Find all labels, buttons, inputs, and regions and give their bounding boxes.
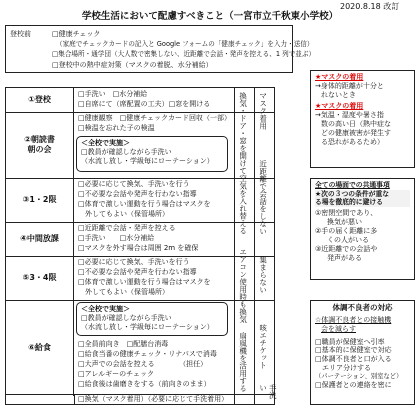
row-label-recess: ④中間放課 xyxy=(6,222,74,256)
common-item: ②手の届く距離に多 xyxy=(315,226,378,235)
school-wide-heading: ＜全校で実施＞ xyxy=(81,305,130,313)
common-subtitle: ★次の３つの条件が重な xyxy=(315,190,410,199)
row-text: □手洗い □水分補給 xyxy=(78,234,155,242)
sick-response-box xyxy=(310,300,415,405)
row-label-line: 朝の会 xyxy=(27,145,52,154)
mask-text: →身体的距離が十分と xyxy=(315,81,384,90)
sick-underline: 会を減らす xyxy=(321,324,356,333)
row-text: □自席にて（席配置の工夫）□窓を開ける xyxy=(78,100,211,108)
before-school-item: □登校中の熱中症対策（マスクの着脱、水分補給） xyxy=(52,61,213,69)
row-text: □給食当番の健康チェック・リナパスで消毒 xyxy=(78,350,217,358)
common-item: ③近距離での会話や xyxy=(315,244,378,253)
revision-date: 2020.8.18 改訂 xyxy=(340,2,400,11)
common-subtitle: る場を徹底的に避ける xyxy=(315,198,410,207)
row-text: □不必要な会話や発声を行わない指導 xyxy=(78,268,197,276)
mask-heading-1: ★マスクの着用 xyxy=(315,73,364,81)
sick-item: □保護者との連絡を密に xyxy=(315,381,392,390)
common-title: 全ての場面での共通事項 xyxy=(315,181,390,189)
vertical-label-ventilation: 換気・ドア・窓を開けて空気を入れ替える xyxy=(238,92,248,235)
sick-item: （パーテーション、別室など） xyxy=(315,373,403,381)
row-text: □手洗い □水分補給 xyxy=(78,90,148,98)
vertical-label-handwash: 手洗い xyxy=(258,384,278,399)
vertical-label-mask: マスク着用 xyxy=(258,92,268,130)
sick-item: □体調不良者と口が入る xyxy=(315,355,392,364)
schedule-table xyxy=(5,87,278,405)
row-text: □給食後は歯磨きをする（前向きのまま） xyxy=(78,380,211,388)
school-wide-box xyxy=(76,302,228,336)
vertical-label-no-gather: 集まらない xyxy=(258,256,268,294)
common-item: 換気が悪い xyxy=(327,218,362,227)
before-school-item: □集合場所・通学団（大人数で密集しない、近距離で会話・発声を控える、1 列で並ぶ） xyxy=(52,50,316,58)
school-wide-box xyxy=(76,136,228,172)
vertical-label-aircon: エアコン使用時も換気 xyxy=(238,248,248,323)
row-label-morning xyxy=(6,112,74,178)
mask-text: →気温・湿度や暑さ指 xyxy=(315,110,384,119)
school-wide-text: （水流し放し・学級毎にローテーション） xyxy=(81,156,214,165)
row-text: □体育で激しい運動を行う場合はマスクを xyxy=(78,200,211,208)
before-school-box xyxy=(5,25,316,73)
school-wide-text: □教員が確認しながら手洗い xyxy=(81,313,172,322)
sick-title: 体調不良者の対応 xyxy=(332,303,393,312)
vertical-label-no-talk: 近距離で会話をしない xyxy=(258,160,268,235)
row-text: □全員前向き □配膳台消毒 xyxy=(78,340,169,348)
row-text: □近距離で会話・発声を控える xyxy=(78,224,176,232)
sick-item: □基本的に保健室で対応 xyxy=(315,346,392,355)
mask-note-box xyxy=(310,70,415,168)
row-text: 外してもよい（保管場所） xyxy=(78,288,169,296)
row-text: 外してもよい（保管場所） xyxy=(78,210,169,218)
row-text: □マスクを外す場合は周囲 2m を確保 xyxy=(78,244,199,252)
mask-text: れないとき xyxy=(321,90,356,99)
sick-item: □職員が保健室へ引率 xyxy=(315,337,385,346)
school-wide-text: （水流し放し・学級毎にローテーション） xyxy=(81,322,214,331)
before-school-item: （家庭でチェックカードの記入と Google フォームの「健康チェック」を入力・送信） xyxy=(56,40,314,48)
page-title: 学校生活において配慮すべきこと（一宮市立千秋東小学校） xyxy=(81,11,339,22)
row-text: □大声での会話を控える （担任） xyxy=(78,360,208,368)
before-school-item: □健康チェック xyxy=(52,30,101,38)
row-text: □必要に応じて換気、手洗いを行う xyxy=(78,258,190,266)
sick-underline: ☆体調不良者との接触機 xyxy=(315,315,392,324)
row-label-arrival: ①登校 xyxy=(6,88,74,112)
row-text: □体育で激しい運動を行う場合はマスクを xyxy=(78,278,211,286)
school-wide-text: □教員が確認しながら手洗い xyxy=(81,147,172,156)
row-text: □アレルギーのチェック xyxy=(78,370,154,378)
common-item: くの人がいる xyxy=(327,235,369,244)
sick-item: エリア分けする xyxy=(315,364,371,373)
vertical-label-cough: 咳エチケット xyxy=(258,324,268,369)
vertical-divider xyxy=(254,88,255,405)
vertical-divider xyxy=(234,88,235,405)
common-item: 発声がある xyxy=(327,253,362,262)
before-school-label: 登校前 xyxy=(10,30,31,38)
mask-text: る恐れがあるため） xyxy=(321,137,384,146)
mask-text: どの健康被害が発生す xyxy=(321,128,391,137)
row-label-period34: ⑤3・4限 xyxy=(6,256,74,300)
row-text: □必要に応じて換気、手洗いを行う xyxy=(78,180,190,188)
common-items-box xyxy=(310,178,415,280)
label-column-tail xyxy=(74,394,75,405)
mask-text: 数の高い日（熱中症な xyxy=(321,119,391,128)
row-text: □検温を忘れた子の検温 xyxy=(78,124,155,132)
mask-heading-2: ★マスクの着用 xyxy=(315,101,364,110)
row-text: □不必要な会話や発声を行わない指導 xyxy=(78,190,197,198)
row-label-line: ②朝読書 xyxy=(24,134,55,144)
row-text: □換気（マスク着用）（必要に応じて手洗着用） xyxy=(78,395,229,403)
school-wide-heading: ＜全校で実施＞ xyxy=(81,139,130,147)
common-item: ①密閉空間であり、 xyxy=(315,209,378,218)
row-text: □健康観察 □健康チェックカード回収（一部） xyxy=(78,114,232,122)
row-label-lunch: ⑥給食 xyxy=(6,300,74,396)
row-label-period12: ③1・2限 xyxy=(6,178,74,222)
vertical-label-fan: 扇風機を活用する xyxy=(238,332,248,392)
